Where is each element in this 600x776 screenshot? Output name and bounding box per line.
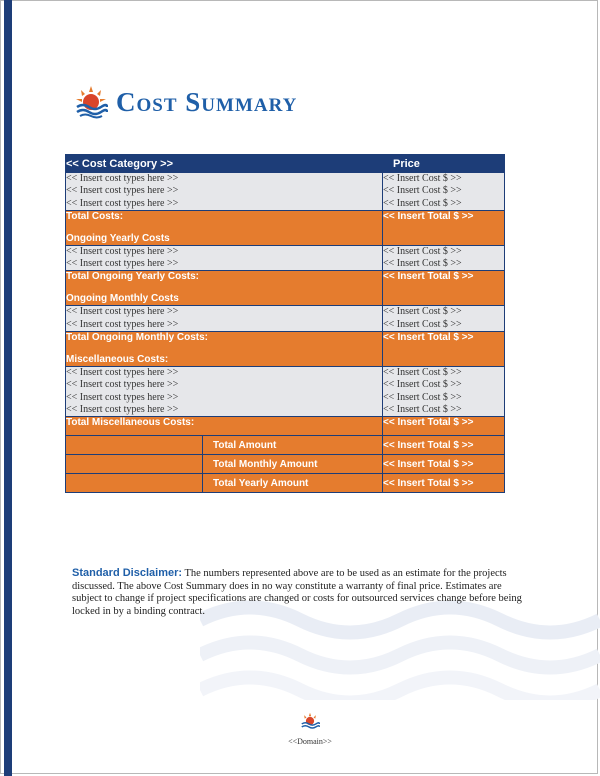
footer-domain: <<Domain>>: [288, 737, 332, 746]
cost-price-item: << Insert Cost $ >>: [383, 318, 462, 330]
cost-items-row: [66, 306, 505, 332]
grand-total-value: << Insert Total $ >>: [383, 455, 505, 474]
cost-type-item: << Insert cost types here >>: [66, 245, 179, 257]
section-total-label-cell: [66, 417, 383, 436]
cost-types-cell: [66, 306, 383, 332]
cost-price-item: << Insert Cost $ >>: [383, 379, 462, 391]
cost-types-cell: [66, 367, 383, 417]
cost-prices-cell: [383, 173, 505, 211]
section-total-row: [66, 332, 505, 367]
section-total-value: << Insert Total $ >>: [383, 271, 505, 306]
grand-total-row: [66, 455, 505, 474]
cost-type-item: << Insert cost types here >>: [66, 391, 179, 403]
page-footer: [280, 712, 340, 746]
disclaimer-text: The numbers represented above are to be used as an estimate for the projects discussed. The above Cost Summary does in no way constitute a warranty of final price. Estimates are subject to change if project specifications are changed or costs for outsourced services change before being locked in by a binding contract.: [72, 568, 522, 617]
cost-prices-cell: [383, 367, 505, 417]
cost-price-item: << Insert Cost $ >>: [383, 245, 462, 257]
grand-total-spacer: [66, 455, 203, 474]
section-total-row: [66, 417, 505, 436]
grand-total-spacer: [66, 436, 203, 455]
section-total-row: [66, 271, 505, 306]
cost-price-item: << Insert Cost $ >>: [383, 306, 462, 318]
header-cost-category: << Cost Category >>: [66, 155, 383, 173]
cost-type-item: << Insert cost types here >>: [66, 403, 179, 415]
grand-total-label: Total Amount: [203, 436, 383, 455]
table-header-row: [66, 155, 505, 173]
cost-summary-table: [65, 154, 505, 493]
left-accent-bar: [4, 0, 12, 776]
cost-price-item: << Insert Cost $ >>: [383, 391, 462, 403]
cost-price-item: << Insert Cost $ >>: [383, 173, 462, 184]
grand-total-label: Total Yearly Amount: [203, 474, 383, 493]
cost-price-item: << Insert Cost $ >>: [383, 258, 462, 270]
section-total-label: Total Costs:: [66, 210, 124, 222]
cost-items-row: [66, 367, 505, 417]
section-total-row: [66, 210, 505, 245]
section-heading: Ongoing Monthly Costs: [66, 293, 179, 305]
grand-total-value: << Insert Total $ >>: [383, 436, 505, 455]
cost-type-item: << Insert cost types here >>: [66, 306, 179, 318]
grand-total-row: [66, 474, 505, 493]
cost-prices-cell: [383, 306, 505, 332]
section-total-value: << Insert Total $ >>: [383, 417, 505, 436]
cost-price-item: << Insert Cost $ >>: [383, 185, 462, 197]
cost-price-item: << Insert Cost $ >>: [383, 197, 462, 209]
section-total-label-cell: [66, 332, 383, 367]
section-total-label-cell: [66, 210, 383, 245]
section-heading: Ongoing Yearly Costs: [66, 232, 170, 244]
grand-total-value: << Insert Total $ >>: [383, 474, 505, 493]
cost-type-item: << Insert cost types here >>: [66, 318, 179, 330]
header-price: Price: [383, 155, 505, 173]
section-total-value: << Insert Total $ >>: [383, 332, 505, 367]
page-title: Cost Summary: [116, 86, 298, 117]
section-heading: Miscellaneous Costs:: [66, 354, 169, 366]
cost-type-item: << Insert cost types here >>: [66, 379, 179, 391]
section-total-label: Total Miscellaneous Costs:: [66, 417, 195, 429]
cost-types-cell: [66, 245, 383, 271]
disclaimer-label: Standard Disclaimer:: [72, 567, 183, 579]
cost-type-item: << Insert cost types here >>: [66, 197, 179, 209]
cost-type-item: << Insert cost types here >>: [66, 173, 179, 184]
cost-type-item: << Insert cost types here >>: [66, 258, 179, 270]
section-total-label-cell: [66, 271, 383, 306]
cost-items-row: [66, 173, 505, 211]
standard-disclaimer: [72, 567, 522, 618]
cost-items-row: [66, 245, 505, 271]
grand-total-spacer: [66, 474, 203, 493]
grand-total-row: [66, 436, 505, 455]
section-total-label: Total Ongoing Monthly Costs:: [66, 332, 209, 344]
section-total-label: Total Ongoing Yearly Costs:: [66, 271, 199, 283]
grand-total-label: Total Monthly Amount: [203, 455, 383, 474]
cost-price-item: << Insert Cost $ >>: [383, 367, 462, 379]
cost-type-item: << Insert cost types here >>: [66, 185, 179, 197]
cost-prices-cell: [383, 245, 505, 271]
cost-types-cell: [66, 173, 383, 211]
cost-price-item: << Insert Cost $ >>: [383, 403, 462, 415]
section-total-value: << Insert Total $ >>: [383, 210, 505, 245]
sun-wave-logo-icon: [300, 712, 320, 730]
cost-type-item: << Insert cost types here >>: [66, 367, 179, 379]
page-header: [74, 84, 297, 120]
sun-wave-logo-icon: [74, 85, 108, 119]
